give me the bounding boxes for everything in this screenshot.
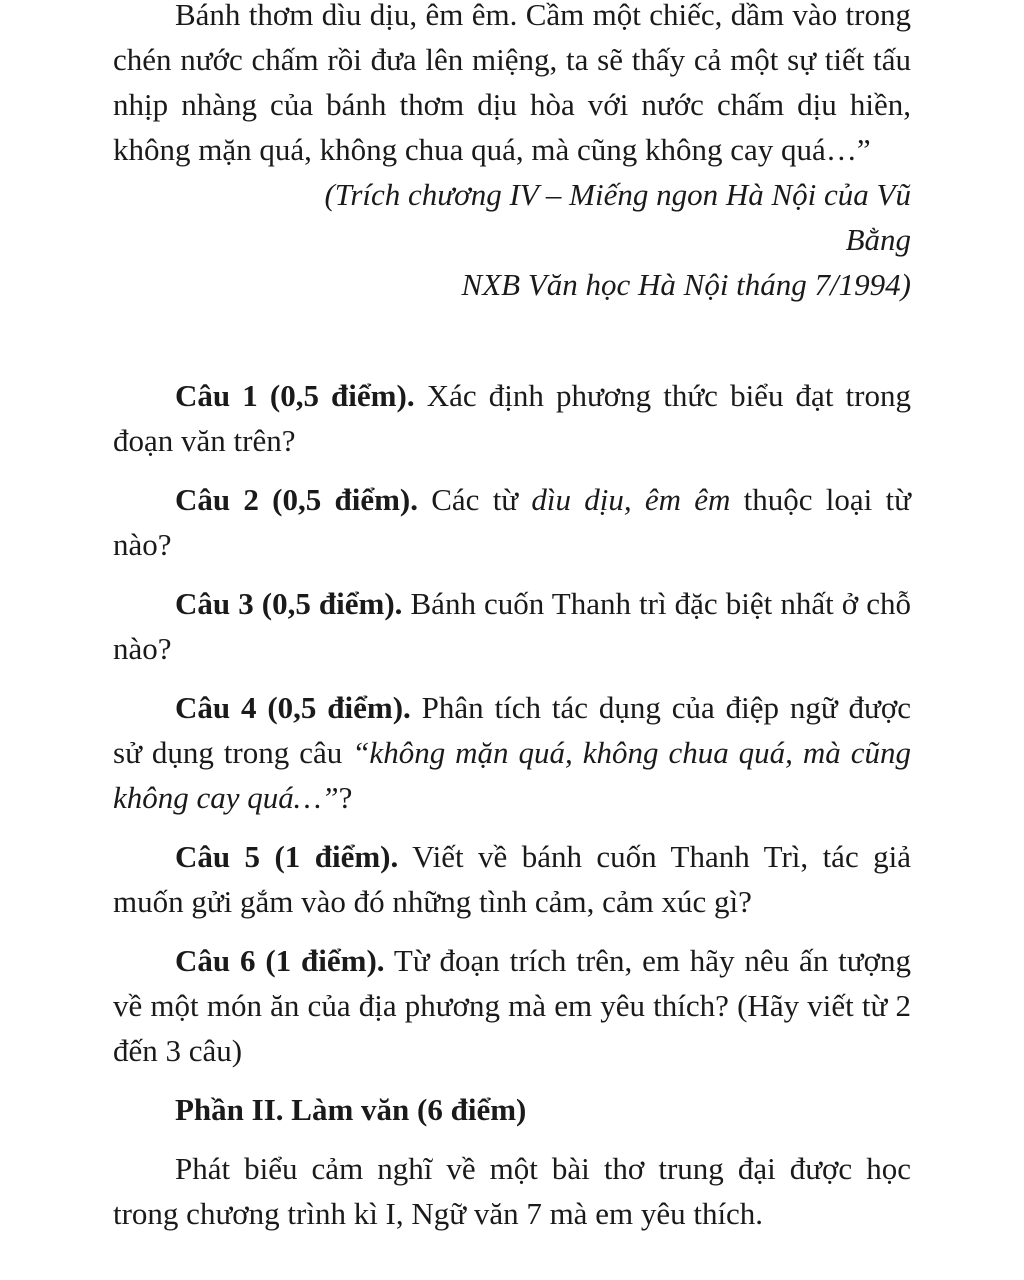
part-2-heading: Phần II. Làm văn (6 điểm) (175, 1092, 527, 1127)
question-5 (113, 834, 911, 924)
question-3 (113, 581, 911, 671)
source-line-3: NXB Văn học Hà Nội tháng 7/1994) (461, 267, 911, 302)
question-2-text-after: thuộc loại từ nào? (113, 482, 911, 562)
question-6 (113, 938, 911, 1073)
question-4 (113, 685, 911, 820)
source-line-2: Bằng (845, 222, 911, 257)
question-4-label: Câu 4 (0,5 điểm). (175, 690, 411, 725)
question-1-label: Câu 1 (0,5 điểm). (175, 378, 415, 413)
question-4-italic-quote: “không mặn quá, không chua quá, mà cũng không cay quá…” (113, 735, 911, 815)
question-3-label: Câu 3 (0,5 điểm). (175, 586, 403, 621)
question-2 (113, 477, 911, 567)
part-2-prompt: Phát biểu cảm nghĩ về một bài thơ trung đại được học trong chương trình kì I, Ngữ văn 7 mà em yêu thích. (113, 1151, 911, 1231)
question-2-italic-words: dìu dịu, êm êm (531, 482, 731, 517)
question-3-text: Bánh cuốn Thanh trì đặc biệt nhất ở chỗ nào? (113, 586, 911, 666)
question-4-text-after: ? (338, 780, 353, 815)
question-2-text-before: Các từ (417, 482, 532, 517)
questions-section (113, 373, 911, 1073)
document-page (113, 0, 911, 1236)
spacer (113, 307, 911, 373)
question-4-text-before: Phân tích tác dụng của điệp ngữ được sử dụng trong câu (113, 690, 911, 770)
question-1-text: Xác định phương thức biểu đạt trong đoạn văn trên? (113, 378, 911, 458)
question-6-label: Câu 6 (1 điểm). (175, 943, 385, 978)
question-2-label: Câu 2 (0,5 điểm). (175, 482, 418, 517)
question-5-label: Câu 5 (1 điểm). (175, 839, 399, 874)
excerpt-paragraph: Bánh thơm dìu dịu, êm êm. Cầm một chiếc, dầm vào trong chén nước chấm rồi đưa lên miệng, ta sẽ thấy cả một sự tiết tấu nhịp nhàng của bánh thơm dịu hòa với nước chấm dịu hiền, không mặn quá, không chua quá, mà cũng không cay quá…” (113, 0, 911, 167)
question-1 (113, 373, 911, 463)
source-citation (113, 172, 911, 307)
source-line-1: (Trích chương IV – Miếng ngon Hà Nội của Vũ (324, 177, 911, 212)
question-5-text: Viết về bánh cuốn Thanh Trì, tác giả muốn gửi gắm vào đó những tình cảm, cảm xúc gì? (113, 839, 911, 919)
question-6-text: Từ đoạn trích trên, em hãy nêu ấn tượng về một món ăn của địa phương mà em yêu thích? (Hãy viết từ 2 đến 3 câu) (113, 943, 911, 1068)
